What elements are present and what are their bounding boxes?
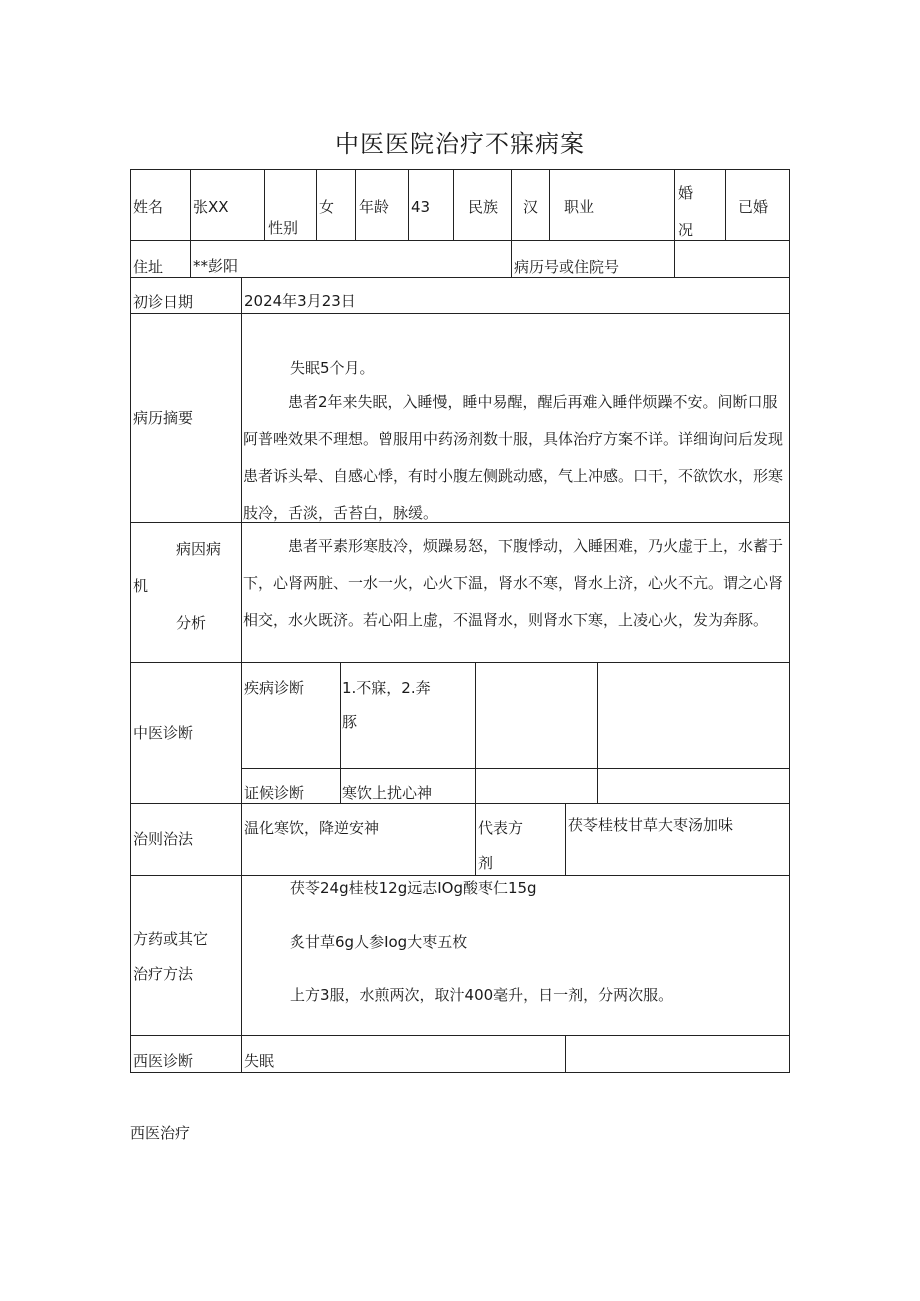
table-rule bbox=[789, 169, 790, 1073]
table-rule bbox=[241, 768, 790, 769]
western-diagnosis-value: 失眠 bbox=[244, 1052, 275, 1070]
occupation-label: 职业 bbox=[564, 198, 595, 216]
tcm-diagnosis-label: 中医诊断 bbox=[133, 724, 194, 742]
table-rule bbox=[674, 169, 675, 277]
address-label: 住址 bbox=[133, 258, 164, 276]
etiology-label: 病因病 bbox=[176, 540, 222, 558]
table-rule bbox=[453, 169, 454, 241]
ethnicity-label: 民族 bbox=[468, 198, 499, 216]
table-rule bbox=[130, 313, 790, 314]
table-rule bbox=[340, 662, 341, 803]
table-rule bbox=[130, 1072, 790, 1073]
table-rule bbox=[130, 875, 790, 876]
syndrome-diagnosis-label: 证候诊断 bbox=[244, 784, 305, 802]
record-no-label: 病历号或住院号 bbox=[514, 258, 620, 276]
gender-label: 性别 bbox=[268, 219, 299, 237]
disease-diagnosis-value: 豚 bbox=[342, 713, 358, 731]
table-rule bbox=[511, 169, 512, 277]
patient-gender: 女 bbox=[319, 198, 335, 216]
page-title: 中医医院治疗不寐病案 bbox=[335, 130, 585, 158]
table-rule bbox=[130, 240, 790, 241]
patient-ethnicity: 汉 bbox=[523, 198, 539, 216]
history-label: 病历摘要 bbox=[133, 409, 194, 427]
table-rule bbox=[565, 803, 566, 875]
treatment-principle-label: 治则治法 bbox=[133, 830, 194, 848]
table-rule bbox=[355, 169, 356, 241]
table-rule bbox=[130, 662, 790, 663]
table-rule bbox=[190, 169, 191, 277]
age-label: 年龄 bbox=[359, 198, 390, 216]
western-diagnosis-label: 西医诊断 bbox=[133, 1052, 194, 1070]
first-visit-label: 初诊日期 bbox=[133, 293, 194, 311]
name-label: 姓名 bbox=[133, 198, 164, 216]
prescription-line: 茯苓24g桂枝12g远志IOg酸枣仁15g bbox=[290, 879, 537, 897]
table-rule bbox=[549, 169, 550, 241]
table-rule bbox=[130, 1035, 790, 1036]
table-rule bbox=[475, 662, 476, 875]
table-rule bbox=[130, 803, 790, 804]
disease-diagnosis-label: 疾病诊断 bbox=[244, 679, 305, 697]
table-rule bbox=[597, 662, 598, 803]
table-rule bbox=[130, 169, 790, 170]
syndrome-diagnosis-value: 寒饮上扰心神 bbox=[342, 784, 433, 802]
treatment-principle-value: 温化寒饮，降逆安神 bbox=[244, 819, 380, 837]
etiology-label: 机 bbox=[133, 577, 149, 595]
history-detail: 患者2年来失眠，入睡慢，睡中易醒，醒后再难入睡伴烦躁不安。间断口服阿普唑效果不理想。曾服用中药汤剂数十服，具体治疗方案不详。详细询问后发现患者诉头晕、自感心悸，有时小腹左侧跳动感，气上冲感。口干，不欲饮水，形寒肢冷，舌淡，舌苔白，脉缓。 bbox=[243, 393, 784, 522]
table-rule bbox=[725, 169, 726, 241]
prescription-line: 炙甘草6g人参Iog大枣五枚 bbox=[290, 933, 468, 951]
first-visit-date: 2024年3月23日 bbox=[244, 292, 356, 310]
prescription-line: 上方3服，水煎两次，取汁400毫升，日一剂，分两次服。 bbox=[290, 986, 674, 1004]
representative-formula-label: 代表方 bbox=[478, 819, 524, 837]
etiology-label: 分析 bbox=[176, 614, 207, 632]
history-chief-complaint: 失眠5个月。 bbox=[290, 359, 375, 377]
table-rule bbox=[130, 169, 131, 1073]
disease-diagnosis-value: 1.不寐，2.奔 bbox=[342, 679, 431, 697]
representative-formula-label: 剂 bbox=[478, 854, 494, 872]
prescription-label: 方药或其它 bbox=[133, 930, 209, 948]
patient-address: **彭阳 bbox=[193, 257, 239, 275]
western-treatment-label: 西医治疗 bbox=[130, 1124, 191, 1142]
table-rule bbox=[264, 169, 265, 241]
table-rule bbox=[565, 1035, 566, 1072]
table-rule bbox=[241, 277, 242, 1073]
patient-marital: 已婚 bbox=[738, 198, 769, 216]
marital-label: 婚 bbox=[678, 184, 694, 202]
patient-age: 43 bbox=[411, 198, 431, 216]
etiology-text: 患者平素形寒肢冷，烦躁易怒，下腹悸动，入睡困难，乃火虚于上，水蓄于下，心肾两脏、一水一火，心火下温，肾水不寒，肾水上济，心火不亢。谓之心肾相交，水火既济。若心阳上虚，不温肾水，则肾水下寒，上凌心火，发为奔豚。 bbox=[243, 537, 784, 629]
patient-name: 张XX bbox=[193, 198, 229, 216]
table-rule bbox=[408, 169, 409, 241]
representative-formula-value: 茯苓桂枝甘草大枣汤加味 bbox=[568, 816, 734, 834]
prescription-label: 治疗方法 bbox=[133, 965, 194, 983]
table-rule bbox=[316, 169, 317, 241]
marital-label: 况 bbox=[678, 221, 694, 239]
table-rule bbox=[130, 277, 790, 278]
